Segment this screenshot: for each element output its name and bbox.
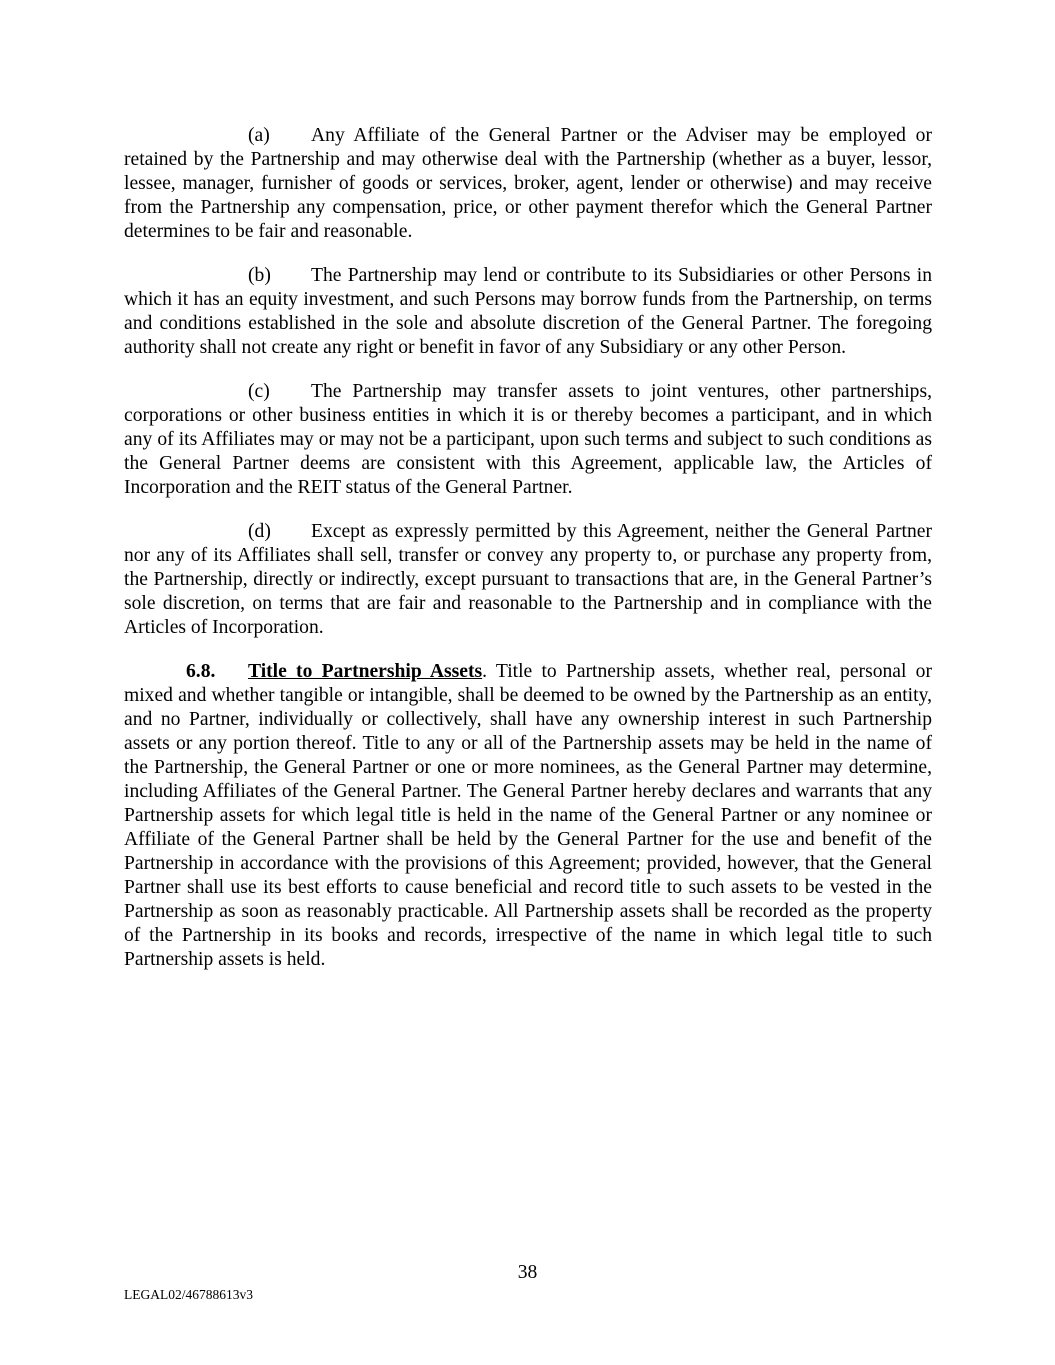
paragraph-a (124, 124, 932, 244)
paragraph-b (124, 264, 932, 360)
paragraph-label: (b) (248, 265, 271, 286)
paragraph-label: (d) (248, 521, 271, 542)
paragraph-text: The Partnership may transfer assets to joint ventures, other partnerships, corporations or other business entities in which it is or thereby becomes a participant, and in which any of its Affiliates may or may not be a participant, upon such terms and subject to such conditions as the General Partner deems are consistent with this Agreement, applicable law, the Articles of Incorporation and the REIT status of the General Partner. (124, 381, 932, 498)
document-body (124, 124, 932, 992)
paragraph-c (124, 380, 932, 500)
section-6-8 (124, 660, 932, 972)
section-number: 6.8. (186, 661, 216, 682)
document-id: LEGAL02/46788613v3 (124, 1287, 253, 1302)
page-number: 38 (517, 1262, 538, 1283)
paragraph-label: (c) (248, 381, 270, 402)
paragraph-text: Except as expressly permitted by this Agreement, neither the General Partner nor any of its Affiliates shall sell, transfer or convey any property to, or purchase any property from, the Partnership, directly or indirectly, except pursuant to transactions that are, in the General Partner’s sole discretion, on terms that are fair and reasonable to the Partnership and in compliance with the Articles of Incorporation. (124, 521, 932, 638)
section-title: Title to Partnership Assets (248, 661, 483, 682)
paragraph-text: Any Affiliate of the General Partner or the Adviser may be employed or retained by the Partnership and may otherwise deal with the Partnership (whether as a buyer, lessor, lessee, manager, furnisher of goods or services, broker, agent, lender or otherwise) and may receive from the Partnership any compensation, price, or other payment therefor which the General Partner determines to be fair and reasonable. (124, 125, 932, 242)
paragraph-d (124, 520, 932, 640)
paragraph-text: The Partnership may lend or contribute to its Subsidiaries or other Persons in which it has an equity investment, and such Persons may borrow funds from the Partnership, on terms and conditions established in the sole and absolute discretion of the General Partner. The foregoing authority shall not create any right or benefit in favor of any Subsidiary or any other Person. (124, 265, 932, 358)
section-text: . Title to Partnership assets, whether real, personal or mixed and whether tangible or intangible, shall be deemed to be owned by the Partnership as an entity, and no Partner, individually or collectively, shall have any ownership interest in such Partnership assets or any portion thereof. Title to any or all of the Partnership assets may be held in the name of the Partnership, the General Partner or one or more nominees, as the General Partner may determine, including Affiliates of the General Partner. The General Partner hereby declares and warrants that any Partnership assets for which legal title is held in the name of the General Partner or any nominee or Affiliate of the General Partner shall be held by the General Partner for the use and benefit of the Partnership in accordance with the provisions of this Agreement; provided, however, that the General Partner shall use its best efforts to cause beneficial and record title to such assets to be vested in the Partnership as soon as reasonably practicable. All Partnership assets shall be recorded as the property of the Partnership in its books and records, irrespective of the name in which legal title to such Partnership assets is held. (124, 661, 932, 970)
paragraph-label: (a) (248, 125, 270, 146)
